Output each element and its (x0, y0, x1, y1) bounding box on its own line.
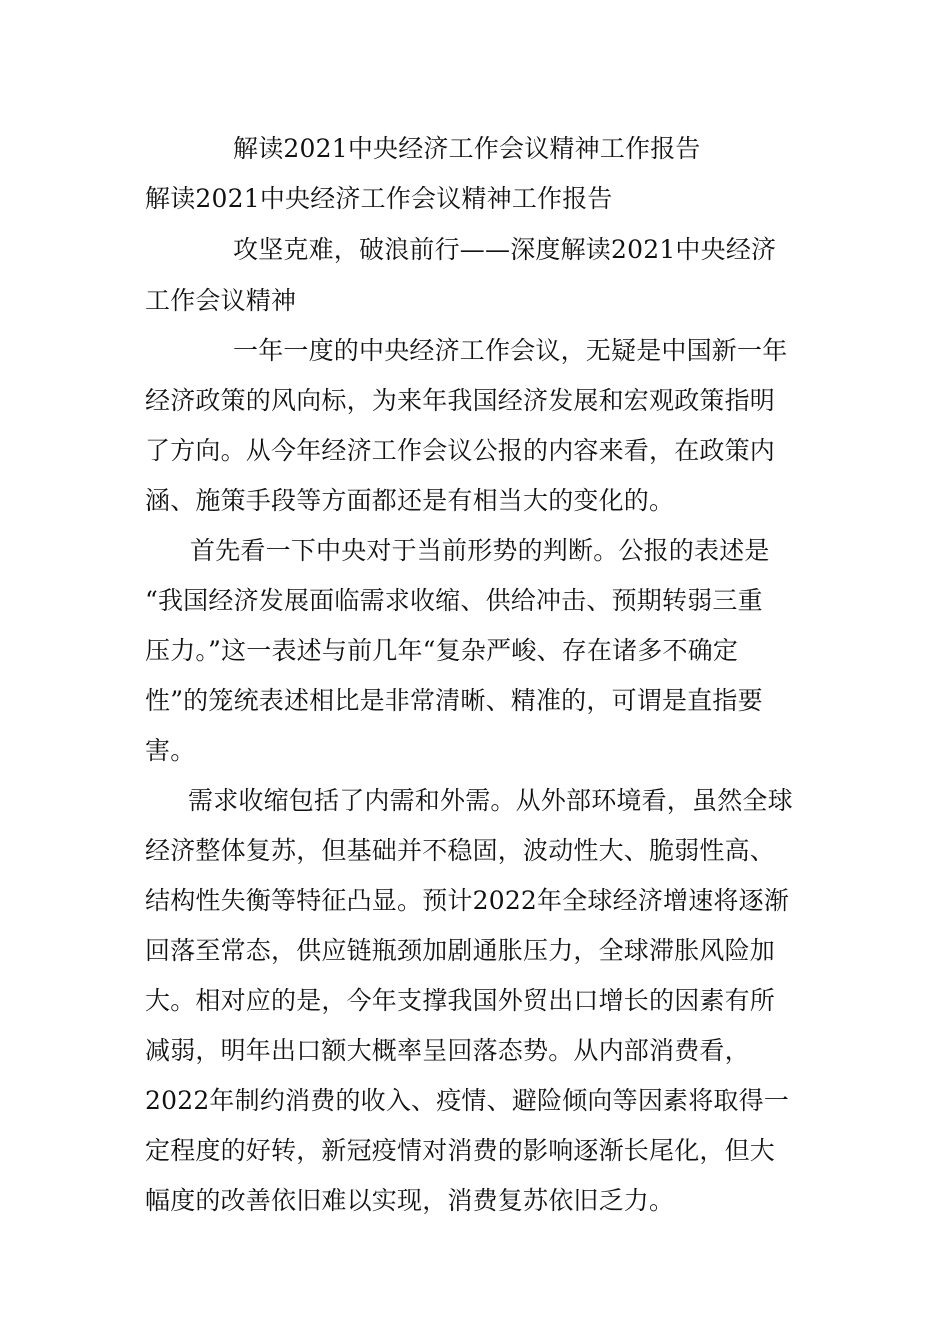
paragraph-line: 幅度的改善依旧难以实现，消费复苏依旧乏力。 (145, 1186, 675, 1215)
subtitle-line: 攻坚克难，破浪前行——深度解读2021中央经济 (233, 235, 777, 264)
paragraph-line: 害。 (145, 736, 196, 765)
paragraph-line: 经济政策的风向标，为来年我国经济发展和宏观政策指明 (145, 386, 776, 415)
paragraph-line: 首先看一下中央对于当前形势的判断。公报的表述是 (190, 536, 770, 565)
paragraph-line: 性”的笼统表述相比是非常清晰、精准的，可谓是直指要 (145, 686, 763, 715)
paragraph-line: 了方向。从今年经济工作会议公报的内容来看，在政策内 (145, 436, 776, 465)
title-left: 解读2021中央经济工作会议精神工作报告 (145, 184, 613, 213)
paragraph-line: 大。相对应的是，今年支撑我国外贸出口增长的因素有所 (145, 986, 776, 1015)
paragraph-line: 需求收缩包括了内需和外需。从外部环境看，虽然全球 (188, 786, 793, 815)
paragraph-line: 定程度的好转，新冠疫情对消费的影响逐渐长尾化，但大 (145, 1136, 776, 1165)
paragraph-line: 回落至常态，供应链瓶颈加剧通胀压力，全球滞胀风险加 (145, 936, 776, 965)
paragraph-line: 压力。”这一表述与前几年“复杂严峻、存在诸多不确定 (145, 636, 739, 665)
paragraph-line: 2022年制约消费的收入、疫情、避险倾向等因素将取得一 (145, 1086, 790, 1115)
paragraph-line: 经济整体复苏，但基础并不稳固，波动性大、脆弱性高、 (145, 836, 776, 865)
paragraph-line: 减弱，明年出口额大概率呈回落态势。从内部消费看， (145, 1036, 750, 1065)
subtitle-line: 工作会议精神 (145, 286, 297, 315)
title-centered: 解读2021中央经济工作会议精神工作报告 (233, 134, 701, 163)
paragraph-line: 结构性失衡等特征凸显。预计2022年全球经济增速将逐渐 (145, 886, 790, 915)
paragraph-line: 涵、施策手段等方面都还是有相当大的变化的。 (145, 486, 675, 515)
paragraph-line: 一年一度的中央经济工作会议，无疑是中国新一年 (233, 336, 788, 365)
paragraph-line: “我国经济发展面临需求收缩、供给冲击、预期转弱三重 (145, 586, 763, 615)
